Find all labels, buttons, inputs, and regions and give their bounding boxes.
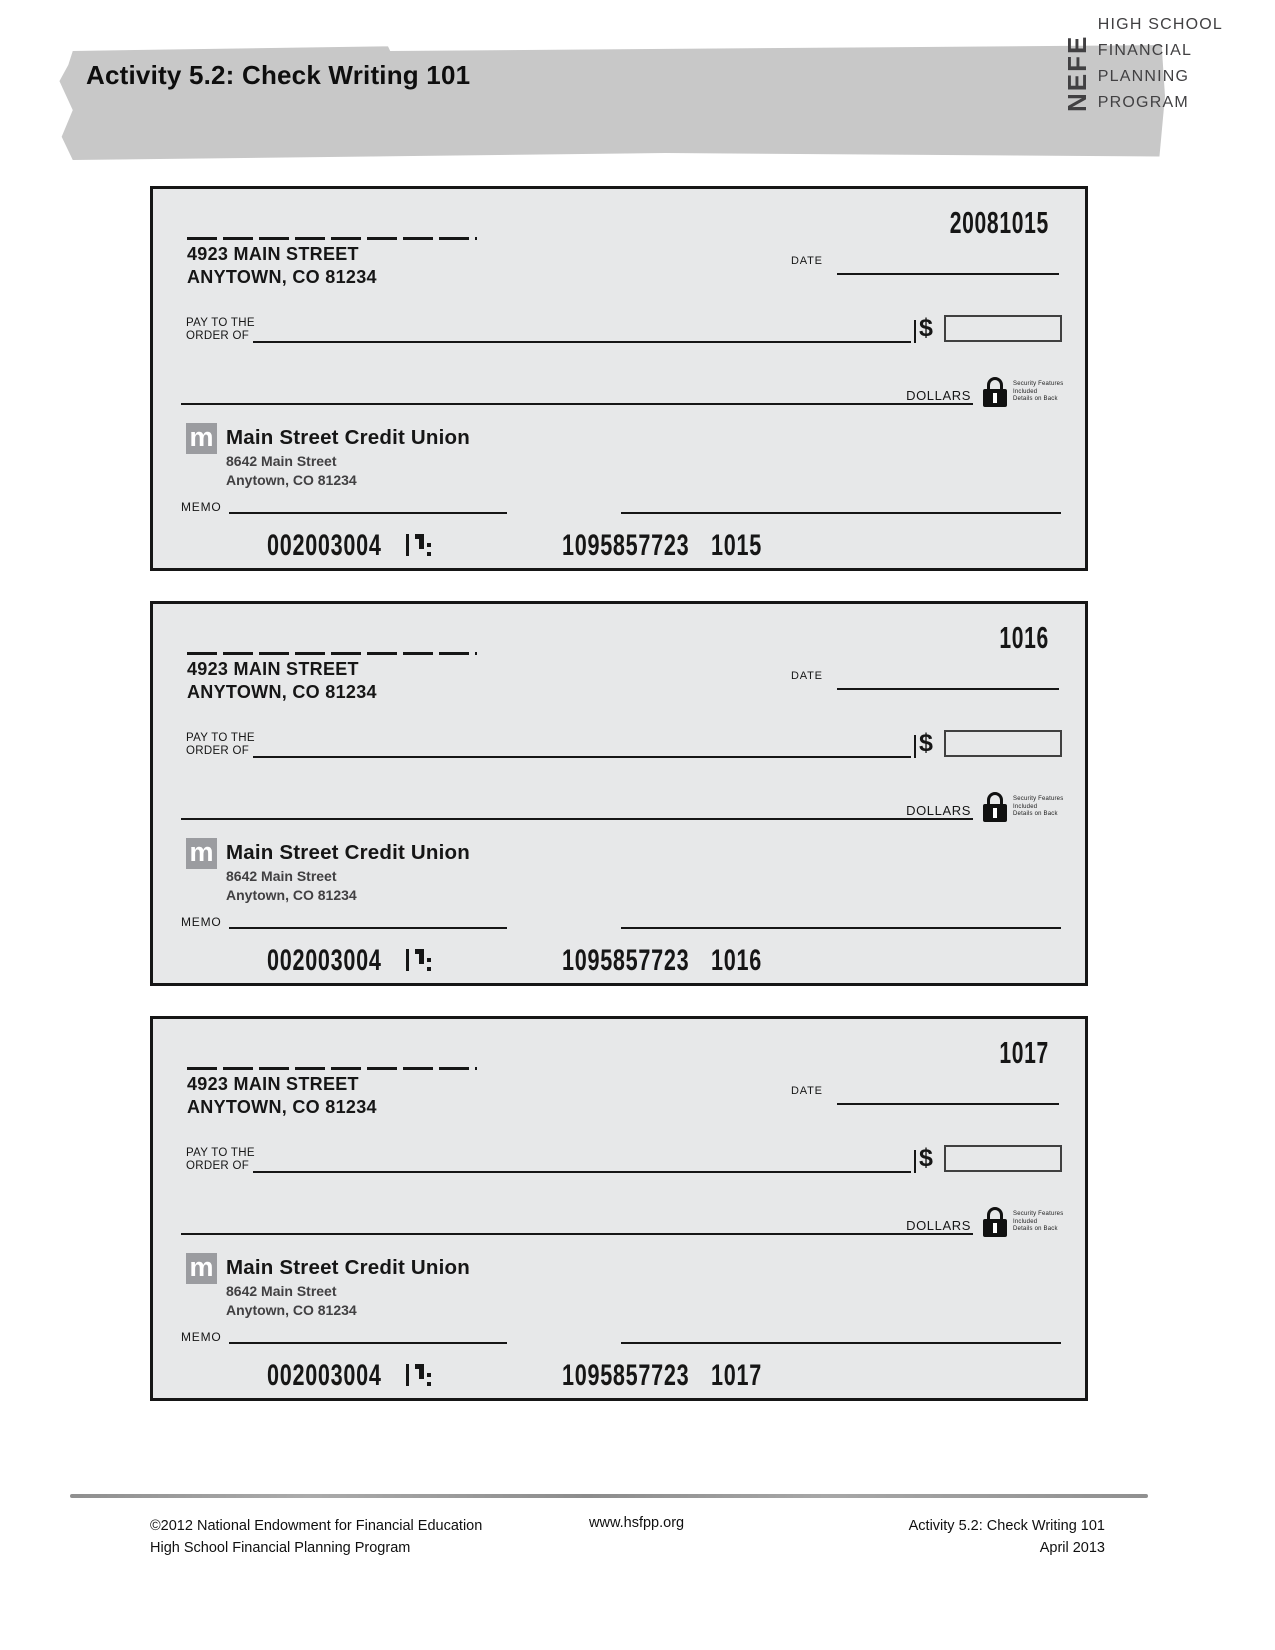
micr-routing-number: 002003004 [267,1359,382,1392]
date-line[interactable] [837,1087,1059,1105]
micr-account-number: 1095857723 [562,1359,690,1392]
bank-name: Main Street Credit Union [226,841,470,864]
bank-name: Main Street Credit Union [226,1256,470,1279]
bank-name: Main Street Credit Union [226,426,470,449]
pay-to-the-order-of-label: PAY TO THE ORDER OF [186,1147,255,1172]
payer-name-line[interactable] [187,652,477,655]
bank-logo: m [186,423,217,454]
signature-line[interactable] [621,489,1061,514]
padlock-icon [983,792,1007,822]
security-features-note: Security Features Included Details on Back [1013,796,1064,817]
payer-name-line[interactable] [187,237,477,240]
pay-to-the-order-of-label: PAY TO THE ORDER OF [186,317,255,342]
memo-label: MEMO [181,915,222,929]
amount-box[interactable] [944,1145,1062,1172]
micr-routing-number: 002003004 [267,944,382,977]
micr-account-number: 1095857723 [562,944,690,977]
amount-tick-mark [914,1150,916,1173]
dollars-label: DOLLARS [906,388,971,403]
security-features-note: Security Features Included Details on Back [1013,1211,1064,1232]
bank-address: 8642 Main Street Anytown, CO 81234 [226,868,357,903]
bank-logo: m [186,838,217,869]
date-line[interactable] [837,672,1059,690]
dollars-label: DOLLARS [906,1218,971,1233]
signature-line[interactable] [621,1319,1061,1344]
dollars-label: DOLLARS [906,803,971,818]
payer-address: 4923 MAIN STREET ANYTOWN, CO 81234 [187,659,377,702]
payee-line[interactable] [253,325,911,343]
micr-check-number: 1015 [711,529,762,562]
signature-line[interactable] [621,904,1061,929]
memo-line[interactable] [229,904,507,929]
check-number: 20081015 [949,205,1049,240]
page-title: Activity 5.2: Check Writing 101 [86,60,471,90]
micr-account-number: 1095857723 [562,529,690,562]
amount-tick-mark [914,320,916,343]
padlock-icon [983,377,1007,407]
bank-logo: m [186,1253,217,1284]
micr-on-us-symbol-icon [406,1364,432,1390]
micr-line [153,529,1085,563]
date-label: DATE [791,670,823,682]
amount-box[interactable] [944,315,1062,342]
footer-website-link[interactable]: www.hsfpp.org [589,1515,685,1531]
dollar-sign: $ [919,729,933,757]
date-label: DATE [791,1085,823,1097]
nefe-logo-text: HIGH SCHOOL FINANCIAL PLANNING PROGRAM [1097,16,1223,111]
date-label: DATE [791,255,823,267]
nefe-logo [1061,16,1223,112]
footer-copyright: ©2012 National Endowment for Financial Education High School Financial Planning Program [150,1518,483,1556]
amount-tick-mark [914,735,916,758]
footer-doc-info: Activity 5.2: Check Writing 101 April 2013 [908,1518,1105,1556]
nefe-logo-acronym: NEFE [1061,34,1092,112]
payer-address: 4923 MAIN STREET ANYTOWN, CO 81234 [187,1074,377,1117]
check-number: 1017 [999,1035,1049,1070]
check-number: 1016 [999,620,1049,655]
micr-line [153,944,1085,978]
memo-label: MEMO [181,500,222,514]
micr-line [153,1359,1085,1393]
dollar-sign: $ [919,1144,933,1172]
micr-check-number: 1017 [711,1359,762,1392]
pay-to-the-order-of-label: PAY TO THE ORDER OF [186,732,255,757]
micr-on-us-symbol-icon [406,534,432,560]
dollar-sign: $ [919,314,933,342]
blank-check [150,601,1088,986]
blank-check [150,1016,1088,1401]
memo-line[interactable] [229,489,507,514]
amount-box[interactable] [944,730,1062,757]
memo-label: MEMO [181,1330,222,1344]
checks-list [150,186,1088,1431]
padlock-icon [983,1207,1007,1237]
bank-address: 8642 Main Street Anytown, CO 81234 [226,1283,357,1318]
security-features-note: Security Features Included Details on Back [1013,381,1064,402]
micr-on-us-symbol-icon [406,949,432,975]
micr-check-number: 1016 [711,944,762,977]
date-line[interactable] [837,257,1059,275]
payer-address: 4923 MAIN STREET ANYTOWN, CO 81234 [187,244,377,287]
bank-address: 8642 Main Street Anytown, CO 81234 [226,453,357,488]
footer-divider [70,1494,1148,1498]
payer-name-line[interactable] [187,1067,477,1070]
payee-line[interactable] [253,1155,911,1173]
blank-check [150,186,1088,571]
memo-line[interactable] [229,1319,507,1344]
payee-line[interactable] [253,740,911,758]
micr-routing-number: 002003004 [267,529,382,562]
